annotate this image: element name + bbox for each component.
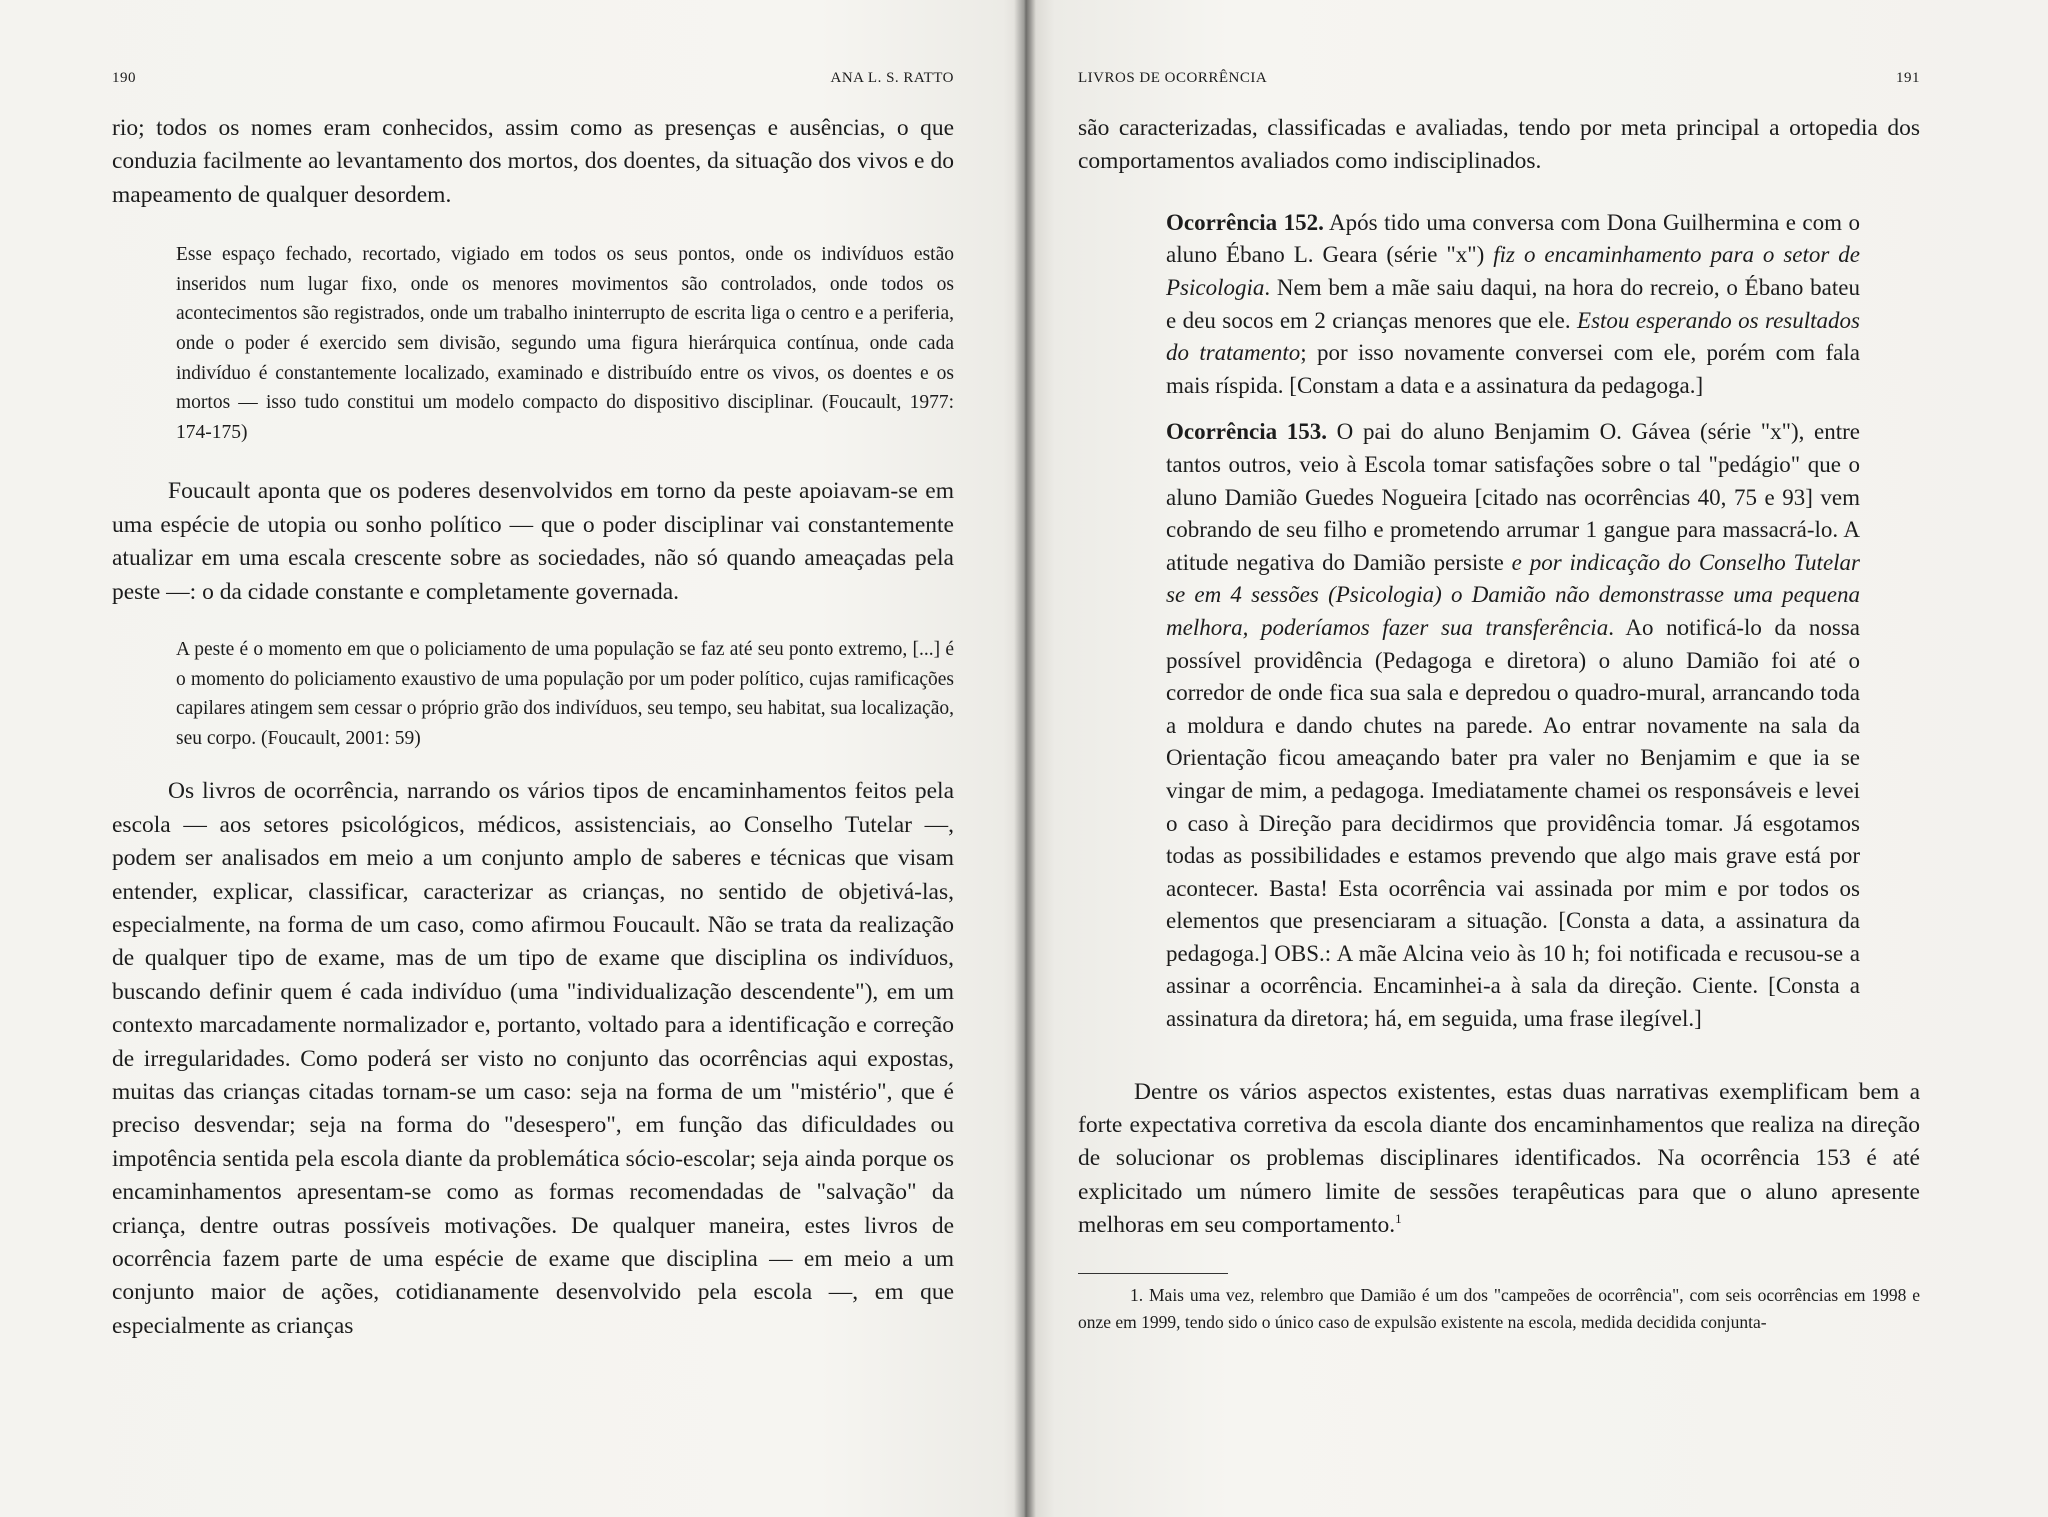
occurrence-emphasis: Estou esperando os resultados do tratamento — [1166, 307, 1860, 366]
book-gutter — [1014, 0, 1036, 1517]
occurrence-emphasis: e por indicação do Conselho Tutelar se em 4 sessões (Psicologia) o Damião não demonstrasse uma pequena melhora, poderíamos fazer sua transferência — [1166, 549, 1860, 640]
occurrence-152 — [1166, 207, 1860, 403]
occurrence-text: . Nem bem a mãe saiu daqui, na hora do recreio, o Ébano bateu e deu socos em 2 crianças menores que ele. — [1166, 275, 1860, 333]
paragraph-livros: Os livros de ocorrência, narrando os vários tipos de encaminhamentos feitos pela escola — aos setores psicológicos, médicos, assistenciais, ao Conselho Tutelar —, podem ser analisados em meio a um conjunto amplo de saberes e técnicas que visam entender, explicar, classificar, caracterizar as crianças, no sentido de objetivá-las, especialmente, na forma de um caso, como afirmou Foucault. Não se trata da realização de qualquer tipo de exame, mas de um tipo de exame que disciplina os indivíduos, buscando definir quem é cada indivíduo (uma "individualização descendente"), em um contexto marcadamente normalizador e, portanto, voltado para a identificação e correção de irregularidades. Como poderá ser visto no conjunto das ocorrências aqui expostas, muitas das crianças citadas tornam-se um caso: seja na forma de um "mistério", que é preciso desvendar; seja na forma do "desespero", em função das dificuldades ou impotência sentida pela escola diante da problemática sócio-escolar; seja ainda porque os encaminhamentos apresentam-se como as formas recomendadas de "salvação" da criança, dentre outras possíveis motivações. De qualquer maneira, estes livros de ocorrência fazem parte de uma espécie de exame que disciplina — em meio a um conjunto maior de ações, cotidianamente desenvolvido pela escola —, em que especialmente as crianças — [112, 778, 954, 1339]
occurrence-label: Ocorrência 152. — [1166, 209, 1324, 235]
right-page — [1078, 0, 1920, 1517]
left-page — [112, 0, 954, 1517]
left-content — [112, 112, 954, 1343]
occurrence-text: Após tido uma conversa com Dona Guilhermina e com o aluno Ébano L. Geara (série "x") — [1166, 209, 1860, 268]
footnote: 1. Mais uma vez, relembro que Damião é um dos "campeões de ocorrência", com seis ocorrências em 1998 e onze em 1999, tendo sido o único caso de expulsão existente na escola, medida decidida conjunta- — [1078, 1284, 1920, 1332]
paragraph-continuation: são caracterizadas, classificadas e avaliadas, tendo por meta principal a ortopedia dos comportamentos avaliados como indisciplinados. — [1078, 115, 1920, 175]
occurrence-text: . Ao notificá-lo da nossa possível providência (Pedagoga e diretora) o aluno Damião foi até o corredor de onde fica sua sala e depredou o quadro-mural, arrancando toda a moldura e dando chutes na parede. Ao entrar novamente na sala da Orientação ficou ameaçando bater pra valer no Benjamim e que ia se vingar de mim, a pedagoga. Imediatamente chamei os responsáveis e levei o caso à Direção para decidirmos que providência tomar. Já esgotamos todas as possibilidades e estamos prevendo que algo mais grave está por acontecer. Basta! Esta ocorrência vai assinada por mim e por todos os elementos que presenciaram a situação. [Consta a data, a assinatura da pedagoga.] OBS.: A mãe Alcina veio às 10 h; foi notificada e recusou-se a assinar a ocorrência. Encaminhei-a à sala da direção. Ciente. [Consta a assinatura da diretora; há, em seguida, uma frase ilegível.] — [1166, 614, 1860, 1032]
occurrence-text: O pai do aluno Benjamim O. Gávea (série "x"), entre tantos outros, veio à Escola tomar satisfações sobre o tal "pedágio" que o aluno Damião Guedes Nogueira [citado nas ocorrências 40, 75 e 93] vem cobrando de seu filho e prometendo arrumar 1 gangue para massacrá-lo. A atitude negativa do Damião persiste — [1166, 419, 1861, 575]
paragraph-foucault: Foucault aponta que os poderes desenvolvidos em torno da peste apoiavam-se em uma espécie de utopia ou sonho político — que o poder disciplinar vai constantemente atualizar em uma escala crescente sobre as sociedades, não só quando ameaçadas pela peste —: o da cidade constante e completamente governada. — [112, 478, 954, 605]
occurrence-label: Ocorrência 153. — [1166, 419, 1328, 445]
occurrence-153 — [1166, 416, 1860, 1035]
page-number: 191 — [1896, 70, 1920, 86]
page-number: 190 — [112, 70, 136, 86]
running-title: LIVROS DE OCORRÊNCIA — [1078, 70, 1268, 86]
right-content — [1078, 112, 1920, 1336]
occurrence-emphasis: fiz o encaminhamento para o setor de Psicologia — [1166, 242, 1861, 300]
occurrence-text: ; por isso novamente conversei com ele, porém com fala mais ríspida. [Constam a data e a assinatura da pedagoga.] — [1166, 340, 1860, 398]
block-quote: Esse espaço fechado, recortado, vigiado em todos os seus pontos, onde os indivíduos estão inseridos num lugar fixo, onde os menores movimentos são controlados, onde todos os acontecimentos são registrados, onde um trabalho ininterrupto de escrita liga o centro e a periferia, onde o poder é exercido sem divisão, segundo uma figura hierárquica contínua, onde cada indivíduo é constantemente localizado, examinado e distribuído entre os vivos, os doentes e os mortos — isso tudo constitui um modelo compacto do dispositivo disciplinar. (Foucault, 1977: 174-175) — [176, 244, 954, 443]
running-title: ANA L. S. RATTO — [830, 70, 954, 86]
paragraph-dentre — [1078, 1076, 1920, 1243]
block-quote: A peste é o momento em que o policiamento de uma população se faz até seu ponto extremo, [...] é o momento do policiamento exaustivo de uma população por um poder político, cujas ramificações capilares atingem sem cessar o próprio grão dos indivíduos, seu tempo, seu habitat, sua localização, seu corpo. (Foucault, 2001: 59) — [176, 639, 954, 749]
paragraph-continuation: rio; todos os nomes eram conhecidos, assim como as presenças e ausências, o que conduzia facilmente ao levantamento dos mortos, dos doentes, da situação dos vivos e do mapeamento de qualquer desordem. — [112, 115, 954, 208]
footnote-reference: 1 — [1395, 1211, 1402, 1227]
paragraph-text: Dentre os vários aspectos existentes, estas duas narrativas exemplificam bem a forte expectativa corretiva da escola diante dos encaminhamentos que realiza na direção de solucionar os problemas disciplinares identificados. Na ocorrência 153 é até explicitado um número limite de sessões terapêuticas para que o aluno apresente melhoras em seu comportamento. — [1078, 1078, 1920, 1239]
